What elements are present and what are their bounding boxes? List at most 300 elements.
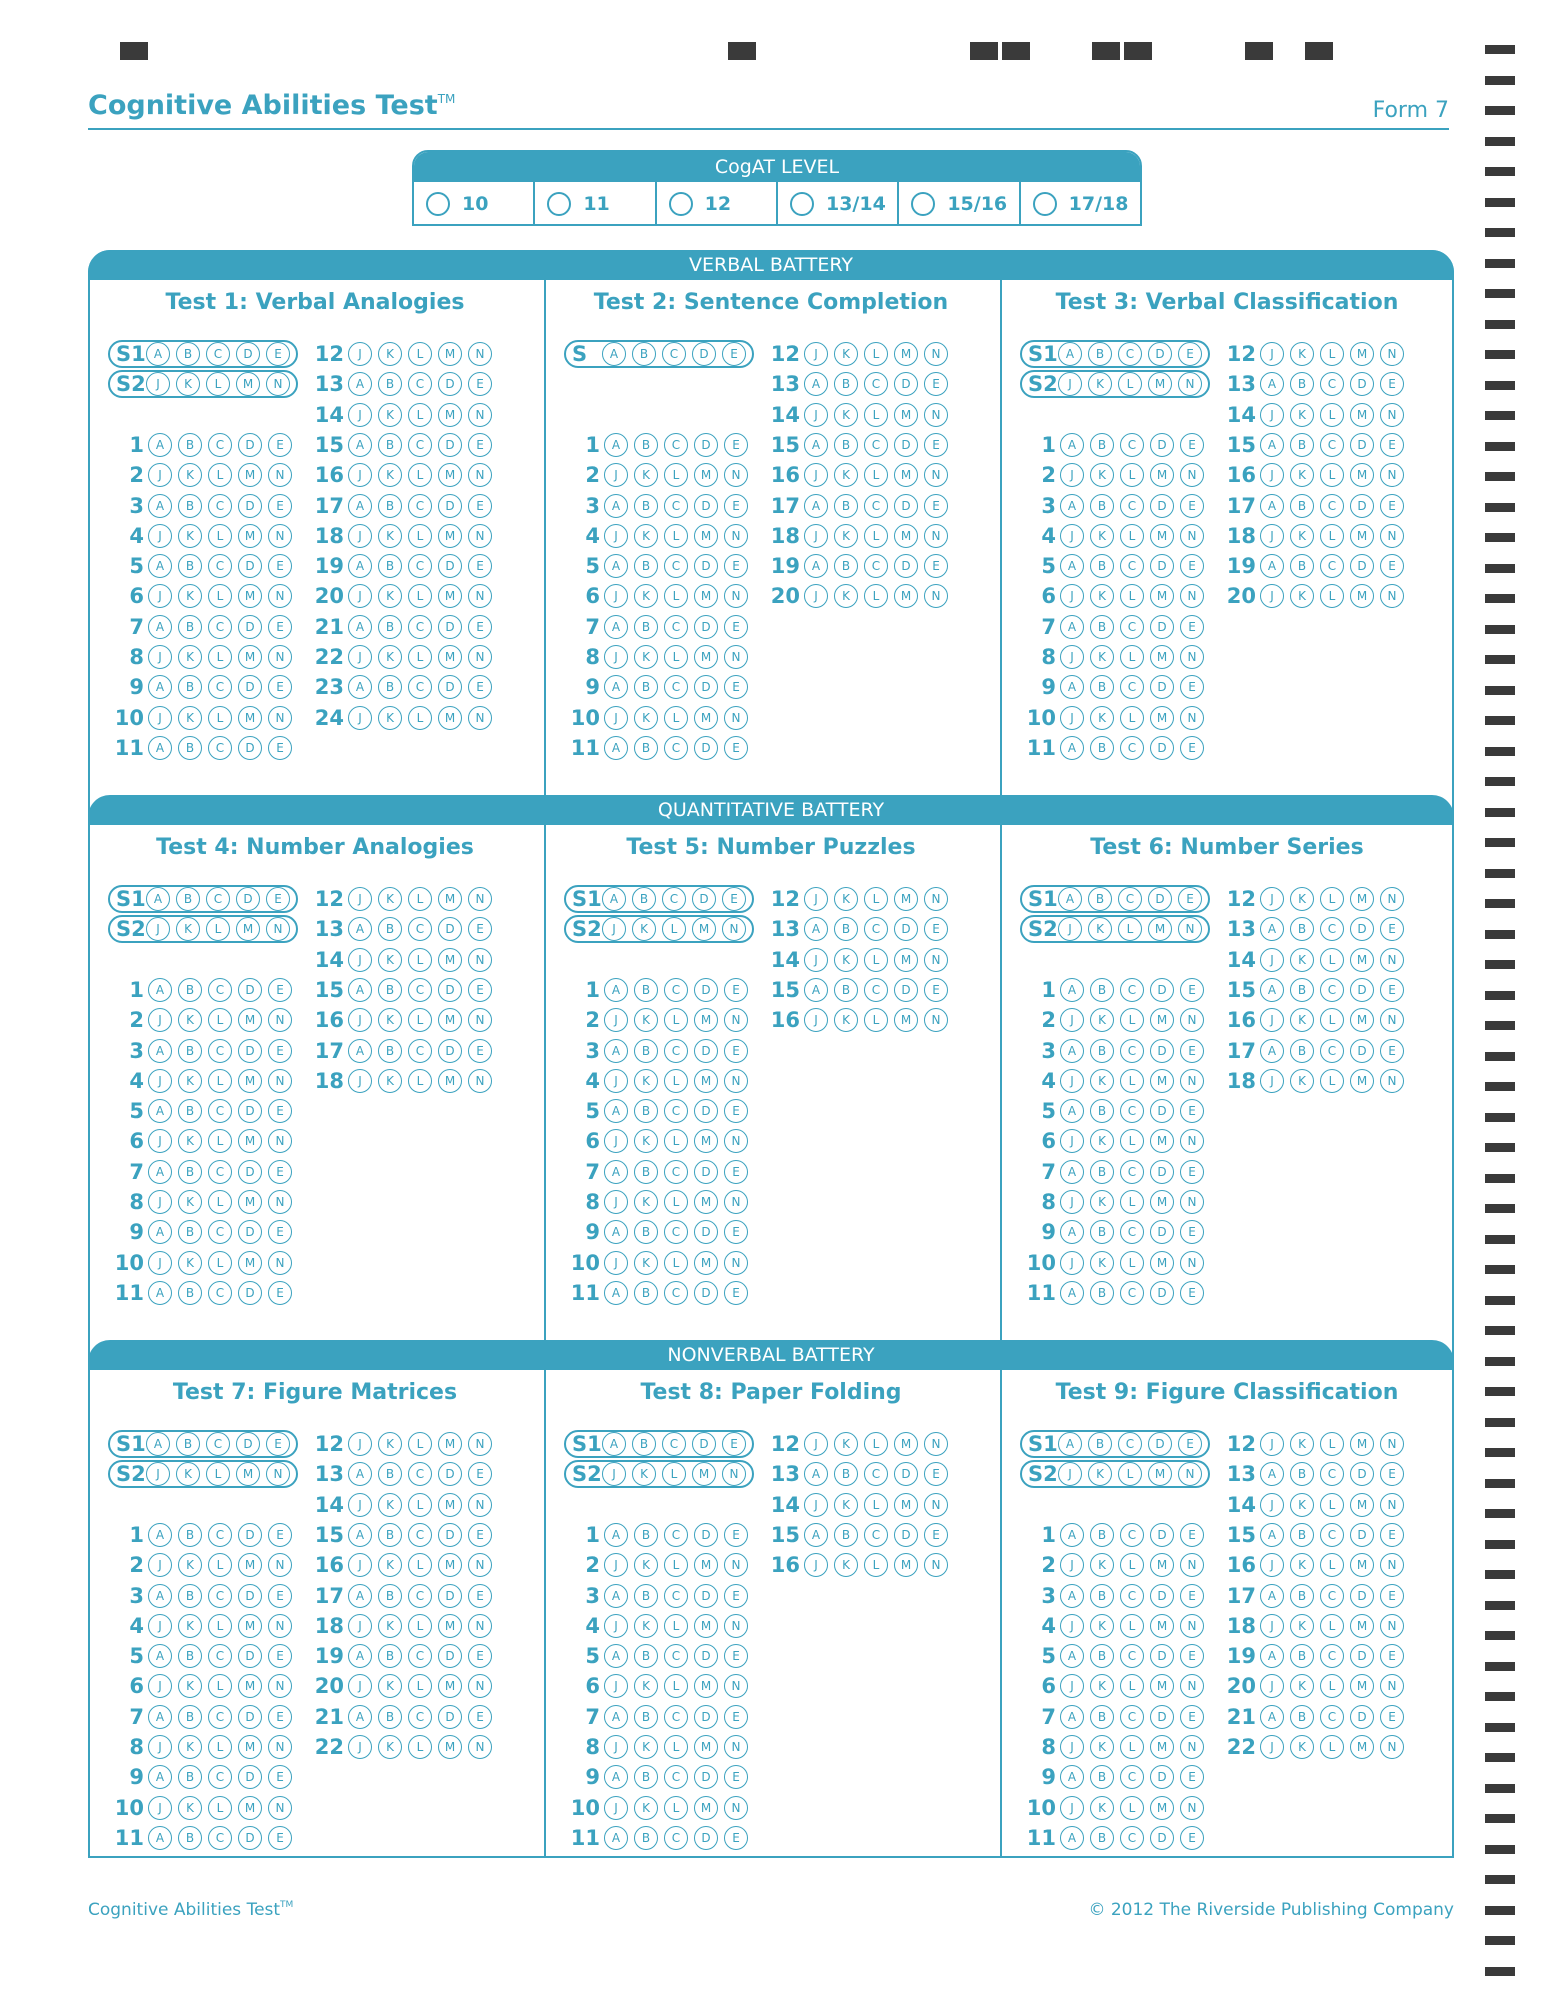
answer-bubble[interactable]: L [408, 524, 432, 548]
answer-bubble[interactable]: E [268, 1705, 292, 1729]
answer-bubble[interactable]: E [268, 1826, 292, 1850]
answer-bubble[interactable]: J [604, 1674, 628, 1698]
answer-bubble[interactable]: B [1290, 554, 1314, 578]
answer-bubble[interactable]: A [146, 1432, 170, 1456]
answer-bubble[interactable]: J [348, 403, 372, 427]
answer-bubble[interactable]: E [468, 978, 492, 1002]
answer-bubble[interactable]: D [438, 433, 462, 457]
answer-bubble[interactable]: D [1150, 1826, 1174, 1850]
answer-bubble[interactable]: E [1380, 1584, 1404, 1608]
answer-bubble[interactable]: J [148, 524, 172, 548]
answer-bubble[interactable]: K [1090, 1129, 1114, 1153]
answer-bubble[interactable]: B [634, 1523, 658, 1547]
answer-bubble[interactable]: M [1350, 1069, 1374, 1093]
answer-bubble[interactable]: E [1180, 1160, 1204, 1184]
answer-bubble[interactable]: D [694, 1160, 718, 1184]
answer-bubble[interactable]: D [238, 1705, 262, 1729]
answer-bubble[interactable]: K [1290, 463, 1314, 487]
answer-bubble[interactable]: M [438, 1008, 462, 1032]
answer-bubble[interactable]: J [1060, 706, 1084, 730]
answer-bubble[interactable]: L [208, 1735, 232, 1759]
answer-bubble[interactable]: N [1178, 372, 1202, 396]
answer-bubble[interactable]: K [634, 1129, 658, 1153]
answer-bubble[interactable]: D [1350, 433, 1374, 457]
answer-bubble[interactable]: D [236, 887, 260, 911]
answer-bubble[interactable]: D [238, 1099, 262, 1123]
answer-bubble[interactable]: K [378, 1432, 402, 1456]
answer-bubble[interactable]: K [178, 1251, 202, 1275]
answer-bubble[interactable]: E [924, 554, 948, 578]
answer-bubble[interactable]: C [664, 1039, 688, 1063]
answer-bubble[interactable]: K [834, 584, 858, 608]
answer-bubble[interactable]: K [1290, 524, 1314, 548]
answer-bubble[interactable]: L [864, 584, 888, 608]
answer-bubble[interactable]: E [1180, 978, 1204, 1002]
answer-bubble[interactable]: J [1060, 1553, 1084, 1577]
answer-bubble[interactable]: K [1290, 1553, 1314, 1577]
answer-bubble[interactable]: E [1180, 433, 1204, 457]
answer-bubble[interactable]: L [1320, 1432, 1344, 1456]
answer-bubble[interactable]: C [208, 1584, 232, 1608]
answer-bubble[interactable]: K [634, 1553, 658, 1577]
answer-bubble[interactable]: L [408, 1008, 432, 1032]
answer-bubble[interactable]: J [1260, 1432, 1284, 1456]
answer-bubble[interactable]: A [604, 1099, 628, 1123]
answer-bubble[interactable]: E [268, 1281, 292, 1305]
answer-bubble[interactable]: K [834, 463, 858, 487]
answer-bubble[interactable]: A [348, 372, 372, 396]
answer-bubble[interactable]: B [378, 1462, 402, 1486]
answer-bubble[interactable]: B [1090, 1644, 1114, 1668]
answer-bubble[interactable]: D [438, 494, 462, 518]
answer-bubble[interactable]: K [176, 917, 200, 941]
answer-bubble[interactable]: E [722, 1432, 746, 1456]
answer-bubble[interactable]: C [208, 736, 232, 760]
answer-bubble[interactable]: A [148, 1765, 172, 1789]
answer-bubble[interactable]: N [1180, 584, 1204, 608]
answer-bubble[interactable]: E [268, 1099, 292, 1123]
answer-bubble[interactable]: M [438, 403, 462, 427]
answer-bubble[interactable]: J [1260, 1008, 1284, 1032]
answer-bubble[interactable]: C [664, 1765, 688, 1789]
answer-bubble[interactable]: C [1120, 615, 1144, 639]
answer-bubble[interactable]: M [1150, 524, 1174, 548]
answer-bubble[interactable]: D [238, 494, 262, 518]
answer-bubble[interactable]: N [724, 1008, 748, 1032]
answer-bubble[interactable]: A [1260, 1462, 1284, 1486]
answer-bubble[interactable]: D [438, 1705, 462, 1729]
answer-bubble[interactable]: M [1150, 1735, 1174, 1759]
answer-bubble[interactable]: E [724, 1220, 748, 1244]
answer-bubble[interactable]: N [1380, 1735, 1404, 1759]
answer-bubble[interactable]: C [408, 978, 432, 1002]
answer-bubble[interactable]: E [1180, 494, 1204, 518]
answer-bubble[interactable]: C [1320, 494, 1344, 518]
answer-bubble[interactable]: A [148, 1039, 172, 1063]
answer-bubble[interactable]: C [408, 615, 432, 639]
answer-bubble[interactable]: E [724, 1039, 748, 1063]
answer-bubble[interactable]: N [268, 1553, 292, 1577]
answer-bubble[interactable]: J [1260, 948, 1284, 972]
answer-bubble[interactable]: L [1320, 1069, 1344, 1093]
answer-bubble[interactable]: M [894, 584, 918, 608]
answer-bubble[interactable]: D [694, 978, 718, 1002]
answer-bubble[interactable]: A [1260, 554, 1284, 578]
answer-bubble[interactable]: N [1380, 342, 1404, 366]
answer-bubble[interactable]: J [1260, 524, 1284, 548]
answer-bubble[interactable]: C [1120, 554, 1144, 578]
answer-bubble[interactable]: A [148, 1705, 172, 1729]
answer-bubble[interactable]: M [1350, 1432, 1374, 1456]
answer-bubble[interactable]: M [894, 524, 918, 548]
answer-bubble[interactable]: K [834, 887, 858, 911]
answer-bubble[interactable]: E [724, 978, 748, 1002]
answer-bubble[interactable]: L [1120, 463, 1144, 487]
answer-bubble[interactable]: B [178, 675, 202, 699]
answer-bubble[interactable]: B [1088, 1432, 1112, 1456]
answer-bubble[interactable]: E [724, 1765, 748, 1789]
answer-bubble[interactable]: D [1350, 554, 1374, 578]
answer-bubble[interactable]: E [724, 554, 748, 578]
answer-bubble[interactable]: K [634, 584, 658, 608]
answer-bubble[interactable]: E [1180, 675, 1204, 699]
answer-bubble[interactable]: C [1120, 494, 1144, 518]
answer-bubble[interactable]: J [804, 887, 828, 911]
answer-bubble[interactable]: C [664, 978, 688, 1002]
answer-bubble[interactable]: C [208, 1523, 232, 1547]
answer-bubble[interactable]: J [348, 948, 372, 972]
answer-bubble[interactable]: B [834, 372, 858, 396]
answer-bubble[interactable]: K [178, 1614, 202, 1638]
answer-bubble[interactable]: N [1180, 1796, 1204, 1820]
answer-bubble[interactable]: M [694, 584, 718, 608]
answer-bubble[interactable]: B [634, 1220, 658, 1244]
answer-bubble[interactable]: A [1260, 494, 1284, 518]
answer-bubble[interactable]: C [1120, 1705, 1144, 1729]
answer-bubble[interactable]: C [664, 615, 688, 639]
answer-bubble[interactable]: L [864, 948, 888, 972]
answer-bubble[interactable]: B [1290, 372, 1314, 396]
answer-bubble[interactable]: N [468, 524, 492, 548]
answer-bubble[interactable]: J [348, 1493, 372, 1517]
answer-bubble[interactable]: M [894, 1432, 918, 1456]
answer-bubble[interactable]: N [1180, 1553, 1204, 1577]
answer-bubble[interactable]: B [178, 1826, 202, 1850]
answer-bubble[interactable]: M [238, 584, 262, 608]
answer-bubble[interactable]: L [1120, 1069, 1144, 1093]
answer-bubble[interactable]: C [1320, 1039, 1344, 1063]
answer-bubble[interactable]: E [1380, 978, 1404, 1002]
answer-bubble[interactable]: J [1260, 584, 1284, 608]
answer-bubble[interactable]: K [1290, 1674, 1314, 1698]
answer-bubble[interactable]: E [268, 1039, 292, 1063]
answer-bubble[interactable]: C [1120, 1281, 1144, 1305]
answer-bubble[interactable]: A [804, 917, 828, 941]
answer-bubble[interactable]: N [268, 1190, 292, 1214]
answer-bubble[interactable]: J [348, 1432, 372, 1456]
answer-bubble[interactable]: B [178, 1099, 202, 1123]
answer-bubble[interactable]: N [1180, 1069, 1204, 1093]
answer-bubble[interactable]: D [1150, 1584, 1174, 1608]
answer-bubble[interactable]: D [238, 433, 262, 457]
answer-bubble[interactable]: N [268, 706, 292, 730]
answer-bubble[interactable]: D [692, 342, 716, 366]
answer-bubble[interactable]: C [208, 615, 232, 639]
answer-bubble[interactable]: B [634, 494, 658, 518]
answer-bubble[interactable]: C [1118, 887, 1142, 911]
answer-bubble[interactable]: A [148, 494, 172, 518]
answer-bubble[interactable]: L [408, 463, 432, 487]
answer-bubble[interactable]: J [1260, 887, 1284, 911]
answer-bubble[interactable]: L [1320, 463, 1344, 487]
answer-bubble[interactable]: J [348, 524, 372, 548]
answer-bubble[interactable]: N [1180, 1735, 1204, 1759]
answer-bubble[interactable]: A [804, 1523, 828, 1547]
answer-bubble[interactable]: C [208, 1160, 232, 1184]
answer-bubble[interactable]: C [864, 554, 888, 578]
answer-bubble[interactable]: J [804, 524, 828, 548]
answer-bubble[interactable]: N [468, 1553, 492, 1577]
answer-bubble[interactable]: B [178, 736, 202, 760]
answer-bubble[interactable]: B [178, 494, 202, 518]
answer-bubble[interactable]: E [268, 675, 292, 699]
answer-bubble[interactable]: E [1380, 1523, 1404, 1547]
sample-item[interactable] [564, 915, 754, 943]
answer-bubble[interactable]: B [1090, 1584, 1114, 1608]
answer-bubble[interactable]: D [438, 372, 462, 396]
answer-bubble[interactable]: K [1090, 1796, 1114, 1820]
answer-bubble[interactable]: C [864, 1462, 888, 1486]
answer-bubble[interactable]: D [894, 978, 918, 1002]
answer-bubble[interactable]: D [1150, 1160, 1174, 1184]
answer-bubble[interactable]: N [266, 917, 290, 941]
answer-bubble[interactable]: K [178, 1796, 202, 1820]
answer-bubble[interactable]: J [1060, 1796, 1084, 1820]
answer-bubble[interactable]: B [834, 978, 858, 1002]
answer-bubble[interactable]: B [1290, 978, 1314, 1002]
answer-bubble[interactable]: M [694, 524, 718, 548]
answer-bubble[interactable]: K [1090, 463, 1114, 487]
answer-bubble[interactable]: N [266, 372, 290, 396]
sample-item[interactable] [1020, 885, 1210, 913]
answer-bubble[interactable]: M [1350, 1674, 1374, 1698]
answer-bubble[interactable]: M [694, 1069, 718, 1093]
answer-bubble[interactable]: L [864, 1008, 888, 1032]
answer-bubble[interactable]: E [924, 1462, 948, 1486]
answer-bubble[interactable]: E [266, 1432, 290, 1456]
answer-bubble[interactable]: B [178, 615, 202, 639]
answer-bubble[interactable]: D [438, 978, 462, 1002]
answer-bubble[interactable]: C [208, 1220, 232, 1244]
answer-bubble[interactable]: N [1380, 1614, 1404, 1638]
level-bubble[interactable] [547, 192, 571, 216]
answer-bubble[interactable]: M [1150, 463, 1174, 487]
answer-bubble[interactable]: M [692, 1462, 716, 1486]
answer-bubble[interactable]: L [664, 1614, 688, 1638]
answer-bubble[interactable]: L [1120, 1796, 1144, 1820]
answer-bubble[interactable]: L [208, 1008, 232, 1032]
answer-bubble[interactable]: M [238, 1796, 262, 1820]
answer-bubble[interactable]: C [208, 1644, 232, 1668]
answer-bubble[interactable]: K [1290, 1614, 1314, 1638]
answer-bubble[interactable]: A [1060, 615, 1084, 639]
answer-bubble[interactable]: D [1148, 342, 1172, 366]
sample-item[interactable] [564, 340, 754, 368]
answer-bubble[interactable]: A [602, 342, 626, 366]
answer-bubble[interactable]: M [694, 1129, 718, 1153]
answer-bubble[interactable]: C [408, 1462, 432, 1486]
answer-bubble[interactable]: L [1120, 1735, 1144, 1759]
answer-bubble[interactable]: A [348, 1523, 372, 1547]
answer-bubble[interactable]: J [348, 645, 372, 669]
answer-bubble[interactable]: B [634, 1644, 658, 1668]
answer-bubble[interactable]: B [1090, 978, 1114, 1002]
answer-bubble[interactable]: K [378, 1735, 402, 1759]
answer-bubble[interactable]: A [604, 1220, 628, 1244]
answer-bubble[interactable]: A [1060, 736, 1084, 760]
answer-bubble[interactable]: J [348, 1735, 372, 1759]
answer-bubble[interactable]: E [724, 494, 748, 518]
answer-bubble[interactable]: K [834, 1432, 858, 1456]
answer-bubble[interactable]: C [664, 1160, 688, 1184]
answer-bubble[interactable]: J [604, 1190, 628, 1214]
answer-bubble[interactable]: D [694, 1644, 718, 1668]
answer-bubble[interactable]: M [438, 887, 462, 911]
answer-bubble[interactable]: L [208, 645, 232, 669]
answer-bubble[interactable]: B [634, 736, 658, 760]
answer-bubble[interactable]: J [348, 1674, 372, 1698]
answer-bubble[interactable]: M [894, 1553, 918, 1577]
answer-bubble[interactable]: K [378, 1614, 402, 1638]
answer-bubble[interactable]: B [378, 1705, 402, 1729]
answer-bubble[interactable]: A [604, 1160, 628, 1184]
answer-bubble[interactable]: C [208, 1099, 232, 1123]
answer-bubble[interactable]: C [1320, 372, 1344, 396]
answer-bubble[interactable]: D [694, 1099, 718, 1123]
answer-bubble[interactable]: M [1150, 645, 1174, 669]
answer-bubble[interactable]: J [604, 706, 628, 730]
sample-item[interactable] [108, 1460, 298, 1488]
sample-item[interactable] [1020, 1430, 1210, 1458]
answer-bubble[interactable]: N [468, 1008, 492, 1032]
answer-bubble[interactable]: K [378, 948, 402, 972]
answer-bubble[interactable]: D [694, 1523, 718, 1547]
answer-bubble[interactable]: E [724, 736, 748, 760]
answer-bubble[interactable]: N [1380, 1432, 1404, 1456]
answer-bubble[interactable]: M [238, 1735, 262, 1759]
answer-bubble[interactable]: B [834, 433, 858, 457]
answer-bubble[interactable]: E [268, 1220, 292, 1244]
answer-bubble[interactable]: A [604, 1826, 628, 1850]
answer-bubble[interactable]: J [1260, 1069, 1284, 1093]
answer-bubble[interactable]: D [694, 494, 718, 518]
answer-bubble[interactable]: D [694, 1765, 718, 1789]
answer-bubble[interactable]: K [1290, 887, 1314, 911]
answer-bubble[interactable]: N [1180, 524, 1204, 548]
answer-bubble[interactable]: B [1090, 615, 1114, 639]
answer-bubble[interactable]: A [1260, 917, 1284, 941]
sample-item[interactable] [1020, 1460, 1210, 1488]
answer-bubble[interactable]: N [468, 706, 492, 730]
answer-bubble[interactable]: B [632, 887, 656, 911]
answer-bubble[interactable]: E [924, 494, 948, 518]
answer-bubble[interactable]: D [238, 978, 262, 1002]
answer-bubble[interactable]: B [378, 917, 402, 941]
answer-bubble[interactable]: J [146, 917, 170, 941]
answer-bubble[interactable]: B [834, 554, 858, 578]
answer-bubble[interactable]: C [1120, 1826, 1144, 1850]
answer-bubble[interactable]: J [604, 1796, 628, 1820]
answer-bubble[interactable]: A [804, 433, 828, 457]
answer-bubble[interactable]: E [468, 1705, 492, 1729]
answer-bubble[interactable]: E [468, 554, 492, 578]
answer-bubble[interactable]: M [438, 1432, 462, 1456]
answer-bubble[interactable]: J [604, 463, 628, 487]
answer-bubble[interactable]: N [268, 1008, 292, 1032]
answer-bubble[interactable]: N [1380, 887, 1404, 911]
answer-bubble[interactable]: C [408, 917, 432, 941]
answer-bubble[interactable]: B [634, 1705, 658, 1729]
answer-bubble[interactable]: C [662, 342, 686, 366]
answer-bubble[interactable]: K [378, 1069, 402, 1093]
answer-bubble[interactable]: M [238, 1190, 262, 1214]
answer-bubble[interactable]: A [804, 978, 828, 1002]
answer-bubble[interactable]: L [662, 917, 686, 941]
answer-bubble[interactable]: L [1320, 1553, 1344, 1577]
answer-bubble[interactable]: C [1118, 342, 1142, 366]
answer-bubble[interactable]: M [438, 645, 462, 669]
answer-bubble[interactable]: N [724, 1251, 748, 1275]
answer-bubble[interactable]: B [1088, 342, 1112, 366]
answer-bubble[interactable]: E [722, 887, 746, 911]
answer-bubble[interactable]: N [468, 1493, 492, 1517]
answer-bubble[interactable]: K [378, 706, 402, 730]
answer-bubble[interactable]: A [148, 978, 172, 1002]
answer-bubble[interactable]: K [178, 1674, 202, 1698]
answer-bubble[interactable]: L [1120, 1129, 1144, 1153]
answer-bubble[interactable]: D [894, 1523, 918, 1547]
answer-bubble[interactable]: J [1260, 1614, 1284, 1638]
answer-bubble[interactable]: L [664, 1553, 688, 1577]
sample-item[interactable] [564, 1460, 754, 1488]
answer-bubble[interactable]: C [664, 1099, 688, 1123]
answer-bubble[interactable]: K [1290, 1008, 1314, 1032]
answer-bubble[interactable]: N [1380, 463, 1404, 487]
answer-bubble[interactable]: C [864, 1523, 888, 1547]
answer-bubble[interactable]: K [634, 1614, 658, 1638]
answer-bubble[interactable]: B [1290, 917, 1314, 941]
answer-bubble[interactable]: N [1380, 524, 1404, 548]
answer-bubble[interactable]: M [238, 1614, 262, 1638]
answer-bubble[interactable]: N [724, 706, 748, 730]
answer-bubble[interactable]: B [834, 494, 858, 518]
answer-bubble[interactable]: N [724, 463, 748, 487]
answer-bubble[interactable]: M [1350, 948, 1374, 972]
answer-bubble[interactable]: M [1150, 1674, 1174, 1698]
answer-bubble[interactable]: C [206, 342, 230, 366]
answer-bubble[interactable]: K [1090, 1008, 1114, 1032]
answer-bubble[interactable]: C [1120, 1099, 1144, 1123]
answer-bubble[interactable]: B [176, 887, 200, 911]
answer-bubble[interactable]: E [924, 917, 948, 941]
answer-bubble[interactable]: E [468, 372, 492, 396]
answer-bubble[interactable]: C [1320, 1644, 1344, 1668]
answer-bubble[interactable]: K [1090, 1069, 1114, 1093]
answer-bubble[interactable]: E [1180, 615, 1204, 639]
answer-bubble[interactable]: M [1150, 1069, 1174, 1093]
answer-bubble[interactable]: N [268, 1129, 292, 1153]
answer-bubble[interactable]: J [148, 1251, 172, 1275]
